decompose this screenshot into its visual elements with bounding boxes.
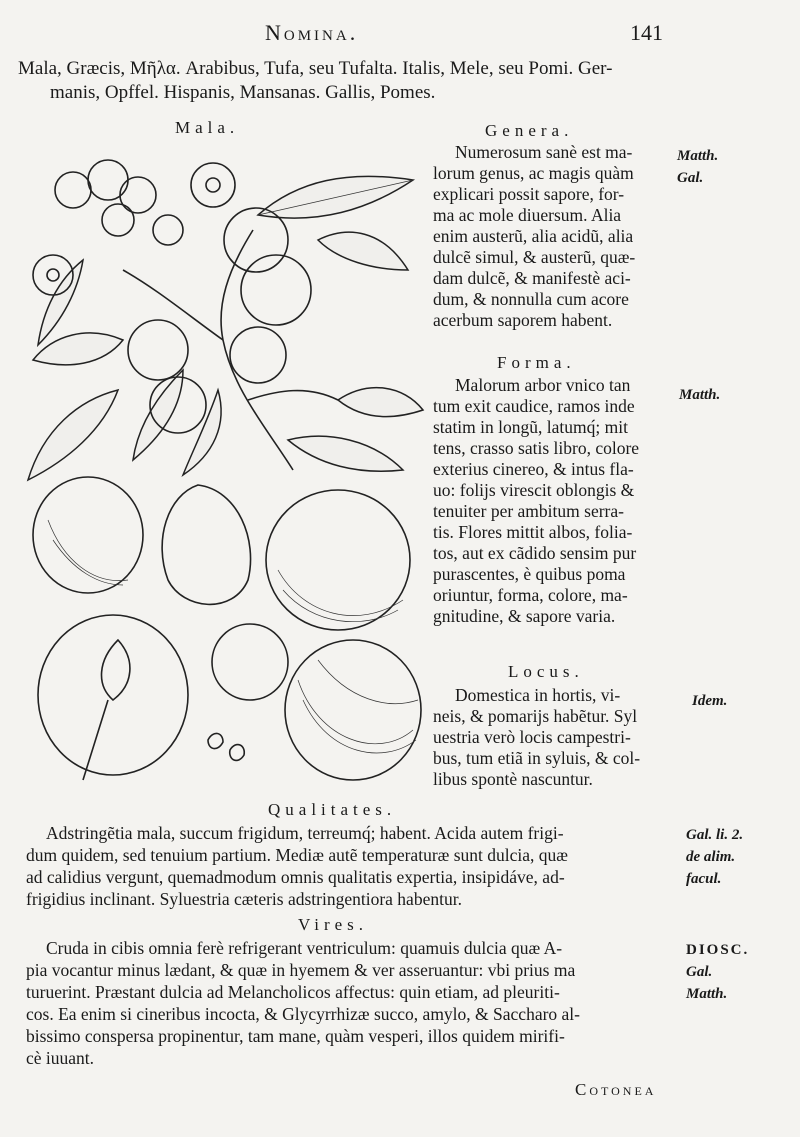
apple-seed-2 <box>230 745 245 761</box>
catchword: Cotonea <box>575 1080 657 1099</box>
text-line: dulcẽ simul, & austerũ, quæ- <box>433 247 636 267</box>
text-line: purascentes, è quibus poma <box>433 564 626 584</box>
leaf-right-3 <box>288 436 403 471</box>
names-line-2: manis, Opffel. Hispanis, Mansanas. Gallis, Pomes. <box>50 82 436 103</box>
margin-note: facul. <box>686 871 722 887</box>
page-number: 141 <box>630 20 663 45</box>
text-line: exterius cinereo, & intus fla- <box>433 459 634 479</box>
apple-seed-1 <box>208 733 223 748</box>
text-line: Domestica in hortis, vi- <box>455 685 621 705</box>
text-line: uo: folijs virescit oblongis & <box>433 480 635 500</box>
text-line: uestria verò locis campestri- <box>433 727 631 747</box>
genera-body <box>433 142 635 331</box>
text-line: tens, crasso satis libro, colore <box>433 438 640 458</box>
text-line: bus, tum etiã in syluis, & col- <box>433 748 641 768</box>
text-line: libus spontè nascuntur. <box>433 769 593 789</box>
text-line: dam dulcẽ, & manifestè aci- <box>433 268 631 288</box>
text-line: Adstringẽtia mala, succum frigidum, terreumq́; habent. Acida autem frigi- <box>46 823 564 843</box>
text-line: acerbum saporem habent. <box>433 310 613 330</box>
margin-note: de alim. <box>686 849 736 865</box>
apple-loose-large <box>266 490 410 630</box>
text-line: Cruda in cibis omnia ferè refrigerant ventriculum: quamuis dulcia quæ A- <box>46 938 563 958</box>
text-line: lorum genus, ac magis quàm <box>433 163 634 183</box>
leaf-center <box>183 390 221 475</box>
leaf-left-2 <box>28 390 118 480</box>
margin-note: Gal. li. 2. <box>686 827 744 843</box>
text-line: enim austerũ, alia acidũ, alia <box>433 226 634 246</box>
apple-branch-4 <box>128 320 188 380</box>
apple-halved <box>38 615 188 775</box>
text-line: cos. Ea enim si cineribus incocta, & Glycyrrhizæ succo, amylo, & Saccharo al- <box>26 1004 580 1024</box>
apple-core <box>102 640 130 700</box>
forma-heading: Forma. <box>497 353 576 372</box>
apple-stem <box>83 700 108 780</box>
apple-woodcut-illustration <box>18 140 433 800</box>
text-line: ma ac mole diuersum. Alia <box>433 205 622 225</box>
qualitates-heading: Qualitates. <box>268 800 397 819</box>
apple-branch-3 <box>230 327 286 383</box>
blossom-top <box>191 163 235 207</box>
names-line-1: Mala, Græcis, Μῆλα. Arabibus, Tufa, seu Tufalta. Italis, Mele, seu Pomi. Ger- <box>18 58 613 79</box>
text-line: tos, aut ex cãdido sensim pur <box>433 543 637 563</box>
margin-note: Matth. <box>679 387 721 403</box>
forma-body <box>433 375 639 627</box>
text-line: tum exit caudice, ramos inde <box>433 396 635 416</box>
text-line: turuerint. Præstant dulcia ad Melancholicos affectus: quin etiam, ad pleuriti- <box>26 982 560 1002</box>
branch-twig <box>248 391 338 400</box>
apple-loose-1 <box>33 477 143 593</box>
text-line: Malorum arbor vnico tan <box>455 375 631 395</box>
illustration-caption: Mala. <box>175 118 240 137</box>
text-line: bissimo conspersa propinentur, tam mane, quàm vesperi, illos quidem mirifi- <box>26 1026 565 1046</box>
leaf-right-1 <box>318 232 408 270</box>
text-line: tis. Flores mittit albos, folia- <box>433 522 633 542</box>
text-line: Numerosum sanè est ma- <box>455 142 633 162</box>
leaf-left-3 <box>133 370 183 460</box>
apple-round-bottom <box>285 640 421 780</box>
leaf-right-2 <box>338 388 423 417</box>
text-line: gnitudine, & sapore varia. <box>433 606 616 626</box>
apple-small <box>212 624 288 700</box>
text-line: oriuntur, forma, colore, ma- <box>433 585 628 605</box>
branch-side <box>123 270 223 340</box>
text-line: explicari possit sapore, for- <box>433 184 625 204</box>
text-line: dum, & nonnulla cum acore <box>433 289 629 309</box>
margin-note: Gal. <box>677 170 704 186</box>
text-line: cè iuuant. <box>26 1048 95 1068</box>
apple-branch-1 <box>224 208 288 272</box>
text-line: neis, & pomarijs habẽtur. Syl <box>433 706 638 726</box>
margin-note: DIOSC. <box>686 942 750 958</box>
locus-body <box>433 685 640 790</box>
vires-body <box>26 937 580 1069</box>
leaf-left-1 <box>33 333 123 365</box>
margin-note: Matth. <box>686 986 728 1002</box>
vires-heading: Vires. <box>298 915 369 934</box>
blossom-cluster-left <box>33 160 183 295</box>
text-line: statim in longũ, latumq́; mit <box>433 417 628 437</box>
locus-heading: Locus. <box>508 662 584 681</box>
margin-note: Gal. <box>686 964 713 980</box>
qualitates-body <box>26 822 568 910</box>
text-line: dum quidem, sed tenuium partium. Mediæ autẽ temperaturæ sunt dulcia, quæ <box>26 845 568 865</box>
branch-main <box>221 230 293 470</box>
margin-note: Idem. <box>692 693 728 709</box>
genera-heading: Genera. <box>485 121 574 140</box>
text-line: ad calidius vergunt, quemadmodum omnis qualitatis expertia, insipidáve, ad- <box>26 867 565 887</box>
running-head: Nomina. <box>265 20 359 45</box>
pear-loose <box>162 485 250 604</box>
text-line: pia vocantur minus lædant, & quæ in hyemem & ver asseruantur: vbi prius ma <box>26 960 576 980</box>
leaf-far-left <box>38 260 83 345</box>
margin-note: Matth. <box>677 148 719 164</box>
text-line: tenuiter per ambitum serra- <box>433 501 624 521</box>
text-line: frigidius inclinant. Syluestria cæteris adstringentiora habentur. <box>26 889 462 909</box>
